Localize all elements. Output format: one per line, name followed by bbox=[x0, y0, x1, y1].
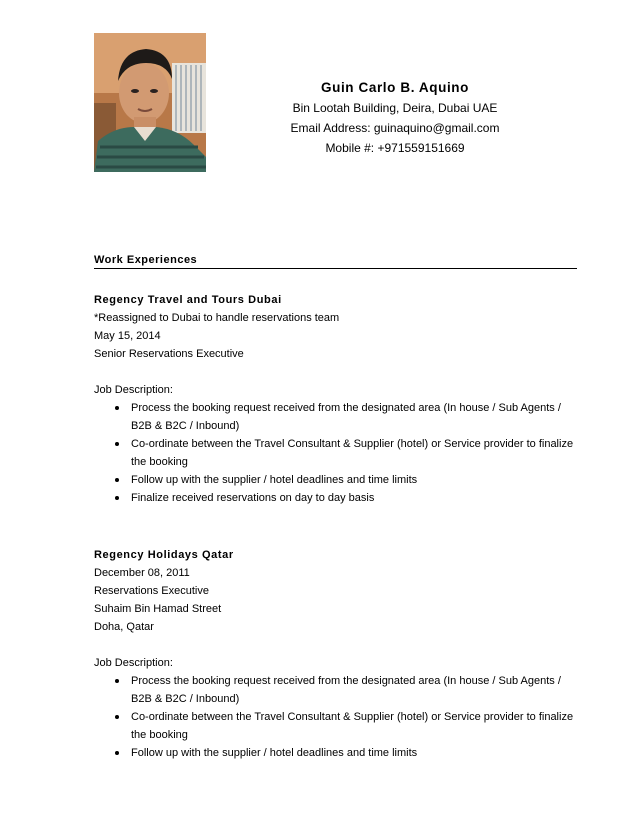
bullet-icon bbox=[115, 442, 119, 446]
job-city: Doha, Qatar bbox=[94, 621, 154, 633]
job-title: Senior Reservations Executive bbox=[94, 348, 244, 360]
duties-list bbox=[94, 672, 577, 762]
duty-item bbox=[94, 399, 577, 435]
job-start-date: May 15, 2014 bbox=[94, 330, 161, 342]
profile-photo bbox=[94, 33, 206, 172]
bullet-icon bbox=[115, 496, 119, 500]
email-address: Email Address: guinaquino@gmail.com bbox=[290, 121, 500, 135]
company-name: Regency Travel and Tours Dubai bbox=[94, 294, 282, 306]
bullet-icon bbox=[115, 679, 119, 683]
mobile-number: Mobile #: +971559151669 bbox=[325, 141, 465, 155]
job-street: Suhaim Bin Hamad Street bbox=[94, 603, 222, 615]
duty-text: Follow up with the supplier / hotel deadlines and time limits bbox=[131, 747, 418, 759]
job-start-date: December 08, 2011 bbox=[94, 567, 190, 579]
bullet-icon bbox=[115, 751, 119, 755]
job-entry-regency-dubai bbox=[94, 291, 577, 507]
job-description-label: Job Description: bbox=[94, 384, 173, 396]
job-info-line: *Reassigned to Dubai to handle reservations team bbox=[94, 312, 340, 324]
bullet-icon bbox=[115, 715, 119, 719]
bullet-icon bbox=[115, 406, 119, 410]
duty-item bbox=[94, 708, 577, 744]
job-description-label: Job Description: bbox=[94, 657, 173, 669]
work-experiences-heading: Work Experiences bbox=[94, 253, 577, 269]
company-name: Regency Holidays Qatar bbox=[94, 549, 234, 561]
duty-item bbox=[94, 435, 577, 471]
duty-text: Follow up with the supplier / hotel deadlines and time limits bbox=[131, 474, 418, 486]
duty-item bbox=[94, 744, 577, 762]
duty-text: Process the booking request received from the designated area (In house / Sub Agents / B2B & B2C / Inbound) bbox=[131, 402, 561, 432]
duty-item bbox=[94, 471, 577, 489]
duty-item bbox=[94, 489, 577, 507]
bullet-icon bbox=[115, 478, 119, 482]
full-name: Guin Carlo B. Aquino bbox=[321, 80, 469, 95]
contact-block bbox=[250, 78, 540, 158]
address: Bin Lootah Building, Deira, Dubai UAE bbox=[292, 101, 498, 115]
job-title: Reservations Executive bbox=[94, 585, 209, 597]
duty-item bbox=[94, 672, 577, 708]
job-entry-regency-qatar bbox=[94, 546, 577, 762]
duty-text: Co-ordinate between the Travel Consultant & Supplier (hotel) or Service provider to finalize the booking bbox=[131, 438, 574, 468]
duties-list bbox=[94, 399, 577, 507]
duty-text: Co-ordinate between the Travel Consultant & Supplier (hotel) or Service provider to finalize the booking bbox=[131, 711, 574, 741]
duty-text: Finalize received reservations on day to day basis bbox=[131, 492, 375, 504]
duty-text: Process the booking request received from the designated area (In house / Sub Agents / B2B & B2C / Inbound) bbox=[131, 675, 561, 705]
